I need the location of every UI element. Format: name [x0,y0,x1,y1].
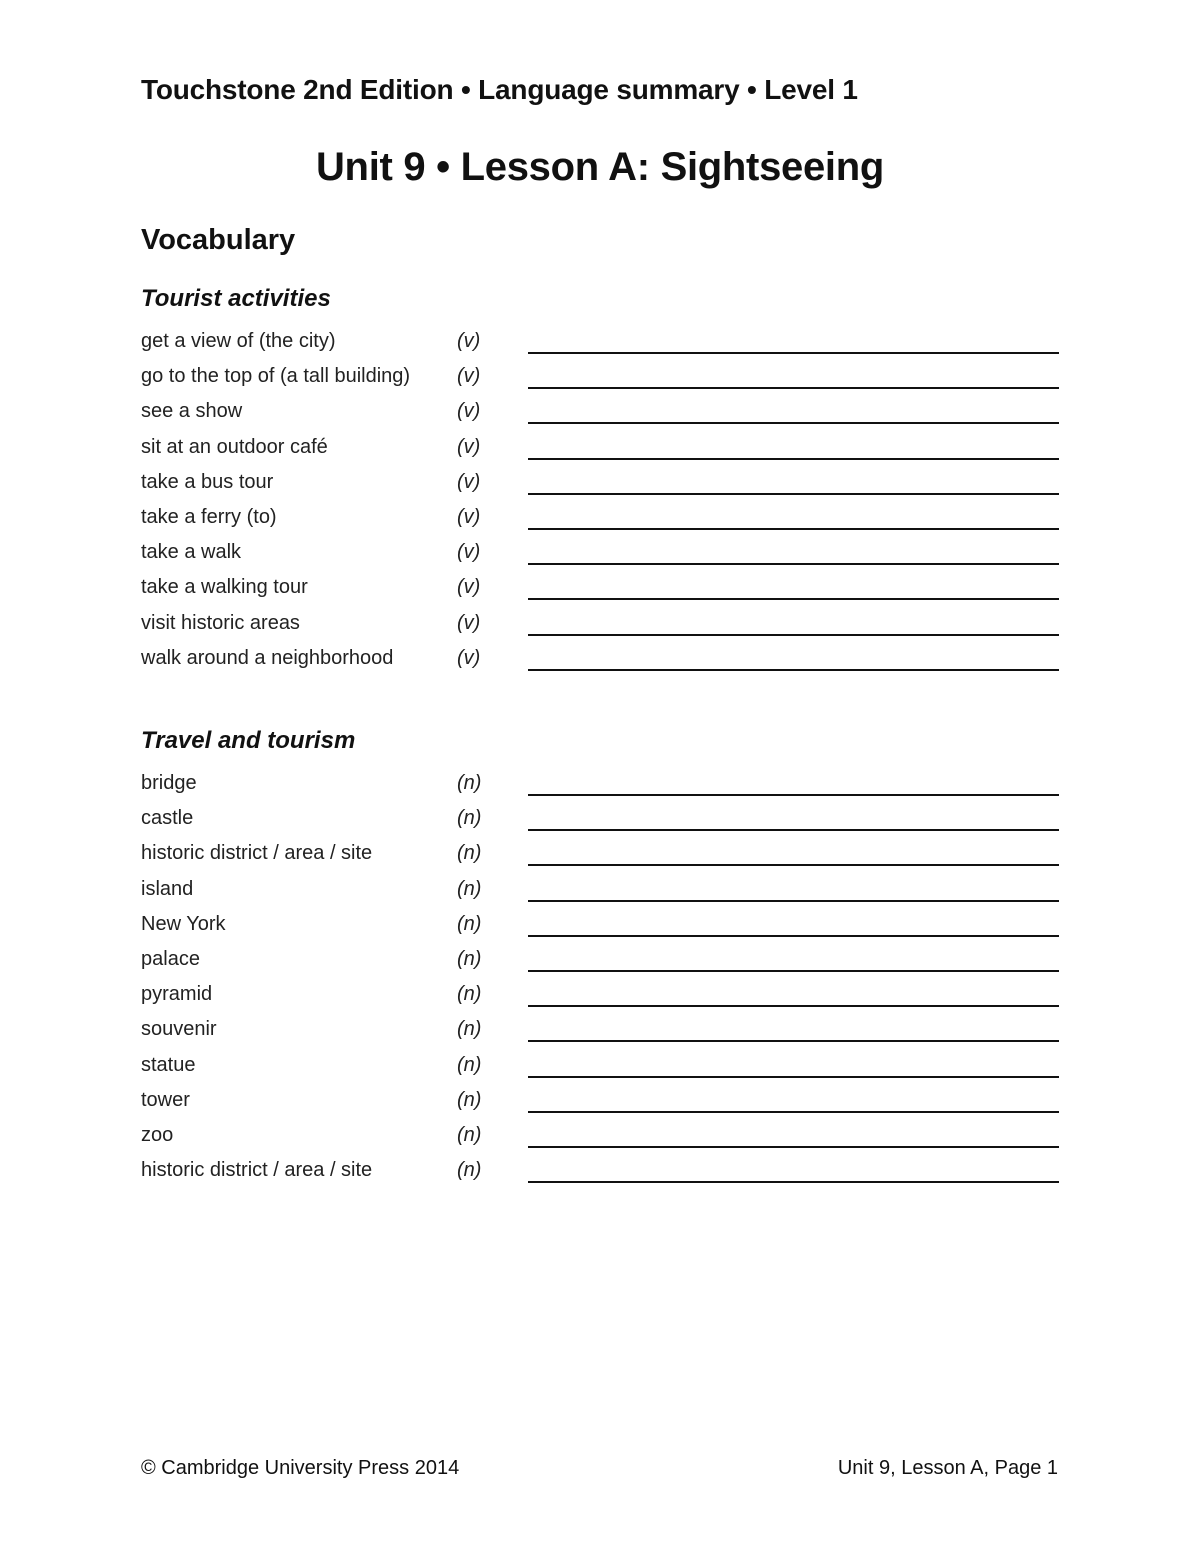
part-of-speech: (n) [457,877,482,900]
term-row [141,1087,1059,1122]
term-text: island [141,877,194,900]
term-text: palace [141,947,200,970]
part-of-speech: (n) [457,1123,482,1146]
part-of-speech: (v) [457,646,481,669]
part-of-speech: (n) [457,912,482,935]
part-of-speech: (n) [457,772,482,794]
part-of-speech: (v) [457,611,481,634]
term-list [141,770,1059,1192]
part-of-speech: (n) [457,842,482,865]
answer-line[interactable] [528,598,1059,600]
answer-line[interactable] [528,669,1059,671]
term-text: pyramid [141,983,213,1006]
answer-line[interactable] [528,352,1059,354]
answer-line[interactable] [528,794,1059,796]
part-of-speech: (v) [457,470,481,493]
answer-line[interactable] [528,1076,1059,1078]
term-row [141,1122,1059,1157]
term-row [141,1052,1059,1087]
part-of-speech: (v) [457,576,481,599]
part-of-speech: (v) [457,505,481,528]
term-row [141,469,1059,504]
vocabulary-category-tourist-activities [141,284,1059,680]
part-of-speech: (n) [457,1159,482,1182]
answer-line[interactable] [528,387,1059,389]
answer-line[interactable] [528,935,1059,937]
term-text: statue [141,1053,196,1076]
section-heading-vocabulary: Vocabulary [141,224,296,256]
part-of-speech: (n) [457,1088,482,1111]
term-text: see a show [141,400,243,423]
term-text: take a ferry (to) [141,505,277,528]
page-reference: Unit 9, Lesson A, Page 1 [837,1457,1058,1479]
part-of-speech: (n) [457,1053,482,1076]
part-of-speech: (v) [457,435,481,458]
term-text: zoo [141,1123,174,1146]
answer-line[interactable] [528,864,1059,866]
answer-line[interactable] [528,1040,1059,1042]
term-row [141,1157,1059,1192]
part-of-speech: (n) [457,983,482,1006]
answer-line[interactable] [528,422,1059,424]
answer-line[interactable] [528,1146,1059,1148]
term-text: historic district / area / site [141,1159,373,1182]
answer-line[interactable] [528,528,1059,530]
term-row [141,840,1059,875]
answer-line[interactable] [528,1111,1059,1113]
page-title: Unit 9 • Lesson A: Sightseeing [315,145,885,189]
term-text: walk around a neighborhood [141,646,394,669]
term-text: historic district / area / site [141,842,373,865]
copyright-notice: © Cambridge University Press 2014 [141,1457,460,1479]
term-text: go to the top of (a tall building) [141,365,411,388]
term-row [141,539,1059,574]
answer-line[interactable] [528,493,1059,495]
part-of-speech: (n) [457,947,482,970]
part-of-speech: (v) [457,541,481,564]
term-text: tower [141,1088,190,1111]
category-heading: Travel and tourism [141,727,356,754]
answer-line[interactable] [528,634,1059,636]
term-row [141,981,1059,1016]
term-text: souvenir [141,1018,217,1041]
term-list [141,328,1059,680]
term-row [141,574,1059,609]
part-of-speech: (v) [457,400,481,423]
term-text: take a walking tour [141,576,308,599]
category-heading: Tourist activities [141,285,331,312]
part-of-speech: (n) [457,807,482,830]
part-of-speech: (v) [457,330,481,352]
answer-line[interactable] [528,829,1059,831]
term-text: castle [141,807,194,830]
term-row [141,610,1059,645]
term-row [141,876,1059,911]
term-text: take a walk [141,541,242,564]
term-row [141,770,1059,805]
term-text: get a view of (the city) [141,330,336,352]
answer-line[interactable] [528,563,1059,565]
term-text: take a bus tour [141,470,274,493]
term-row [141,328,1059,363]
term-row [141,504,1059,539]
answer-line[interactable] [528,900,1059,902]
term-row [141,805,1059,840]
answer-line[interactable] [528,970,1059,972]
answer-line[interactable] [528,1005,1059,1007]
term-row [141,1016,1059,1051]
part-of-speech: (v) [457,365,481,388]
answer-line[interactable] [528,1181,1059,1183]
answer-line[interactable] [528,458,1059,460]
term-row [141,946,1059,981]
term-row [141,645,1059,680]
series-header: Touchstone 2nd Edition • Language summary • Level 1 [141,74,858,105]
term-row [141,363,1059,398]
term-text: bridge [141,772,197,794]
term-text: New York [141,912,226,935]
part-of-speech: (n) [457,1018,482,1041]
vocabulary-category-travel-and-tourism [141,726,1059,1192]
term-row [141,911,1059,946]
term-row [141,398,1059,433]
term-row [141,434,1059,469]
term-text: visit historic areas [141,611,300,634]
term-text: sit at an outdoor café [141,435,328,458]
